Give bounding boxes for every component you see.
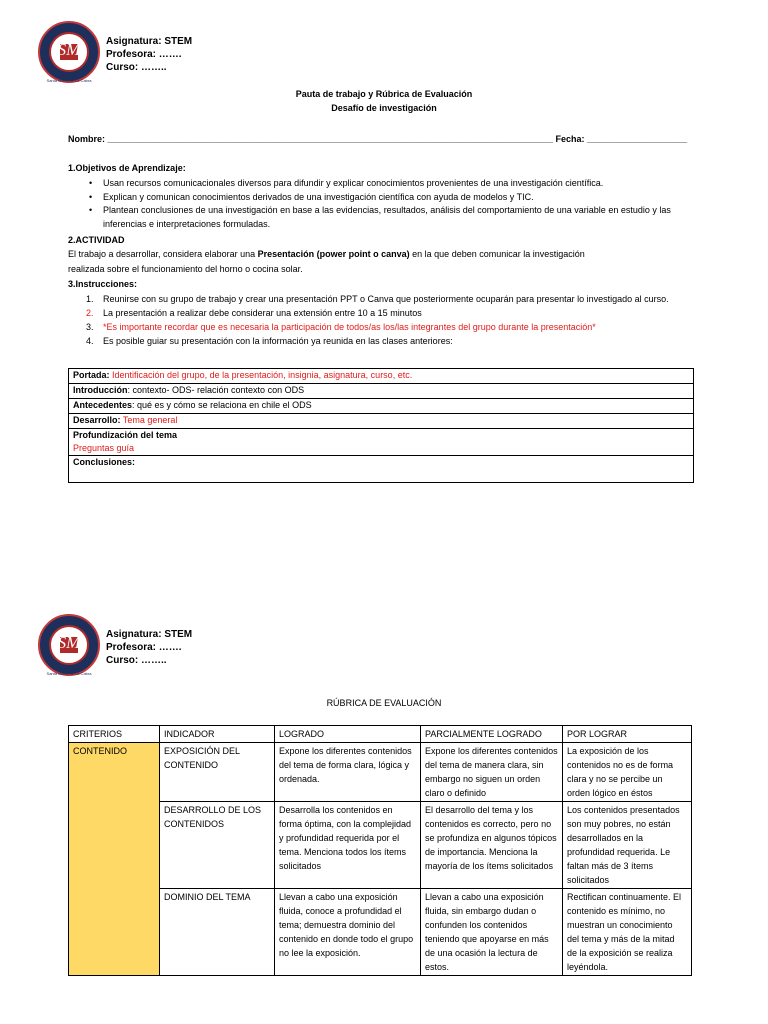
table-row: [69, 456, 694, 483]
logo-caption-2: Santa María de La Cabra: [46, 671, 92, 676]
actividad-heading: 2.ACTIVIDAD: [68, 235, 125, 245]
instruccion-item: 4. Es posible guiar su presentación con la información ya reunida en las clases anteriores:: [86, 336, 453, 346]
table-row: [69, 369, 694, 384]
logo-initials: SM: [57, 40, 81, 59]
table-header-row: [69, 726, 692, 743]
instrucciones-list: [86, 292, 696, 348]
curso-label: Curso: ……..: [106, 655, 167, 666]
curso-label: Curso: ……..: [106, 62, 167, 73]
logrado-cell: Expone los diferentes contenidos del tema de forma clara, lógica y ordenada.: [275, 743, 421, 802]
logrado-cell: Desarrolla los contenidos en forma óptima, con la complejidad y profundidad requerida por el tema. Menciona todos los ítems solicitados: [275, 802, 421, 889]
col-logrado: LOGRADO: [275, 726, 421, 743]
col-por-lograr: POR LOGRAR: [563, 726, 692, 743]
antecedentes-cell: Antecedentes: qué es y cómo se relaciona en chile el ODS: [69, 399, 694, 414]
profesora-label: Profesora: …….: [106, 49, 182, 60]
parcial-cell: El desarrollo del tema y los contenidos es correcto, pero no se profundiza en algunos tópicos de importancia. Menciona la mayoría de los ítems solicitados: [421, 802, 563, 889]
objetivo-item: • Usan recursos comunicacionales diversos para difundir y explicar conocimientos provenientes de una investigación científica.: [89, 177, 699, 191]
col-parcial: PARCIALMENTE LOGRADO: [421, 726, 563, 743]
por-lograr-cell: Rectifican continuamente. El contenido es mínimo, no muestran un conocimiento del tema y más de la mitad de la exposición se realiza leyéndola.: [563, 889, 692, 976]
indicador-cell: EXPOSICIÓN DEL CONTENIDO: [160, 743, 275, 802]
estructura-table: [68, 368, 694, 483]
desarrollo-cell: Desarrollo: Tema general: [69, 414, 694, 429]
table-row: [69, 429, 694, 456]
portada-cell: Portada: Identificación del grupo, de la presentación, insignia, asignatura, curso, etc.: [69, 369, 694, 384]
por-lograr-cell: La exposición de los contenidos no es de forma clara y no se percibe un orden lógico en éstos: [563, 743, 692, 802]
school-logo-2: [38, 614, 100, 676]
rubrica-table: [68, 725, 692, 976]
document-subtitle: Desafío de investigación: [331, 103, 437, 113]
table-row: [69, 889, 692, 976]
rubrica-title: RÚBRICA DE EVALUACIÓN: [326, 698, 442, 708]
table-row: [69, 384, 694, 399]
table-row: [69, 399, 694, 414]
table-row: [69, 743, 692, 802]
actividad-text-2: realizada sobre el funcionamiento del horno o cocina solar.: [68, 264, 303, 274]
col-indicador: INDICADOR: [160, 726, 275, 743]
page1-header-info: [106, 35, 192, 74]
table-row: [69, 802, 692, 889]
table-row: [69, 414, 694, 429]
instrucciones-heading: 3.Instrucciones:: [68, 279, 138, 289]
criterio-cell: CONTENIDO: [69, 743, 160, 976]
objetivo-item: • Explican y comunican conocimientos derivados de una investigación científica con ayuda de modelos y TIC.: [89, 191, 699, 205]
parcial-cell: Llevan a cabo una exposición fluida, sin embargo dudan o confunden los contenidos teniendo que apoyarse en más de una ocasión la lectura de estos.: [421, 889, 563, 976]
objetivos-list: [89, 177, 699, 231]
objetivo-item: • Plantean conclusiones de una investigación en base a las evidencias, resultados, análisis del comportamiento de una variable en estudio y las inferencias e interpretaciones formuladas.: [89, 204, 699, 231]
logo-caption-1: Colegio: [62, 666, 76, 671]
logo-initials: SM: [57, 633, 81, 652]
instruccion-item-important: 3. *Es importante recordar que es necesaria la participación de todos/as los/las integrantes del grupo durante la presentación*: [86, 322, 596, 332]
logo-emblem: [49, 32, 89, 72]
por-lograr-cell: Los contenidos presentados son muy pobres, no están desarrollados en la profundidad requerida. Le faltan más de 3 ítems solicitados: [563, 802, 692, 889]
profundizacion-cell: Profundización del tema Preguntas guía: [69, 429, 694, 456]
indicador-cell: DOMINIO DEL TEMA: [160, 889, 275, 976]
instruccion-item: 2. La presentación a realizar debe considerar una extensión entre 10 a 15 minutos: [86, 308, 422, 318]
logo-emblem: [49, 625, 89, 665]
logrado-cell: Llevan a cabo una exposición fluida, conoce a profundidad el tema; demuestra dominio del contenido en donde todo el grupo no lee la exposición.: [275, 889, 421, 976]
col-criterios: CRITERIOS: [69, 726, 160, 743]
parcial-cell: Expone los diferentes contenidos del tema de manera clara, sin embargo no siguen un orden claro o definido: [421, 743, 563, 802]
instruccion-item: 1. Reunirse con su grupo de trabajo y crear una presentación PPT o Canva que posteriormente ocuparán para presentar lo investigado al curso.: [86, 294, 669, 304]
logo-caption-2: Santa María de La Cabra: [46, 78, 92, 83]
indicador-cell: DESARROLLO DE LOS CONTENIDOS: [160, 802, 275, 889]
school-logo: [38, 21, 100, 83]
conclusiones-cell: Conclusiones:: [69, 456, 694, 483]
document-title: Pauta de trabajo y Rúbrica de Evaluación: [295, 89, 473, 99]
asignatura-label: Asignatura: STEM: [106, 36, 193, 47]
page2-header-info: [106, 628, 192, 667]
logo-caption-1: Colegio: [62, 73, 76, 78]
actividad-text: El trabajo a desarrollar, considera elaborar una Presentación (power point o canva) en la que deben comunicar la investigación: [68, 249, 585, 259]
asignatura-label: Asignatura: STEM: [106, 629, 193, 640]
objetivos-heading: 1.Objetivos de Aprendizaje:: [68, 163, 186, 173]
nombre-fecha-line: Nombre: _________________________________________________________________________________________ Fecha: ____________________: [68, 134, 688, 144]
profesora-label: Profesora: …….: [106, 642, 182, 653]
intro-cell: Introducción: contexto- ODS- relación contexto con ODS: [69, 384, 694, 399]
